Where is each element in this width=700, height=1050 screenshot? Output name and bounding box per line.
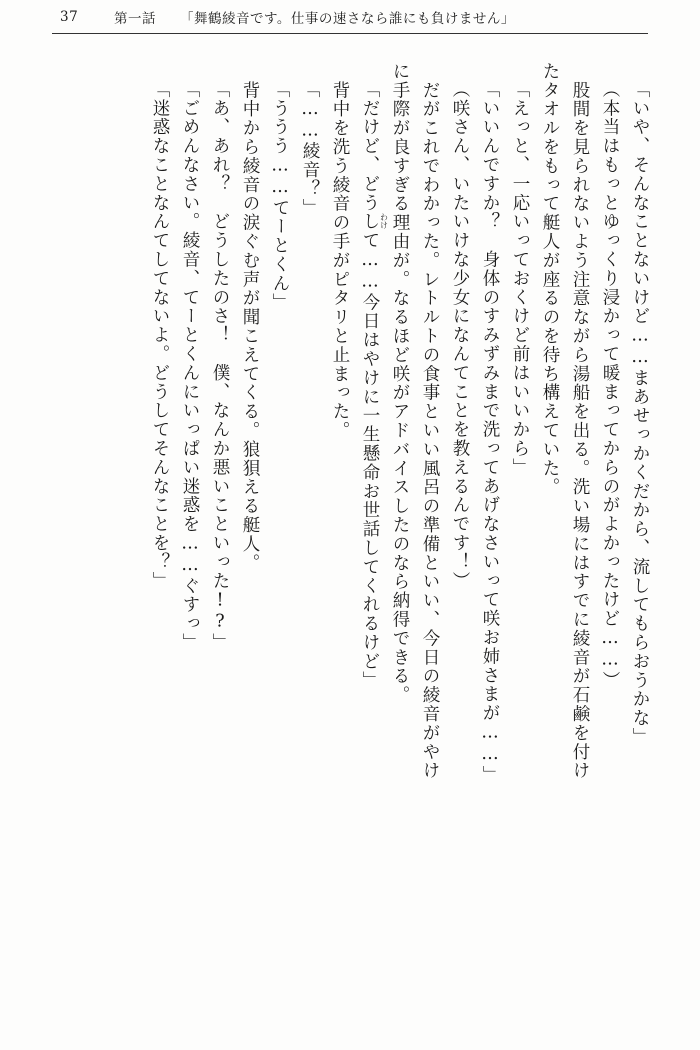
text-line: 「……綾音？」 <box>300 80 320 218</box>
page-header <box>0 0 700 34</box>
text-line: だがこれでわかった。レトルトの食事といい風呂の準備といい、今日の綾音がやけ <box>420 62 440 781</box>
text-line: 「だけど、どうして……今日はやけに一生懸命お世話してくれるけど」 <box>360 80 380 690</box>
text-line: 「ううう……てーとくん」 <box>270 80 290 312</box>
text-line: 「あ、あれ？ どうしたのさ！ 僕、なんか悪いこといった!?」 <box>210 80 230 652</box>
header-rule <box>52 33 648 34</box>
ruby-base: 理由 わけ <box>379 213 410 252</box>
running-head: 「舞鶴綾音です。仕事の速さなら誰にも負けません」 <box>180 11 515 27</box>
text-line: 背中を洗う綾音の手がピタリと止まった。 <box>330 62 350 440</box>
text-line: 背中から綾音の涙ぐむ声が聞こえてくる。狼狽える艇人。 <box>240 62 260 573</box>
ruby-reading: わけ <box>379 213 389 230</box>
chapter-label: 第一話 <box>114 11 156 27</box>
text-line: 「ごめんなさい。綾音、てーとくんにいっぱい迷惑を……ぐすっ」 <box>180 80 200 652</box>
text-line: 「えっと、一応いっておくけど前はいいから」 <box>510 80 530 477</box>
text-line: 「迷惑なことなんてしてないよ。どうしてそんなことを？」 <box>150 80 170 591</box>
text-line: 「いいんですか？ 身体のすみずみまで洗ってあげなさいって咲お姉さまが……」 <box>480 80 500 785</box>
text-line: （咲さん、いたいけな少女になんてことを教えるんです！） <box>450 80 470 591</box>
text-line: （本当はもっとゆっくり浸かって暖まってからのがよかったけど……） <box>600 80 620 690</box>
text-line: たタオルをもって艇人が座るのを待ち構えていた。 <box>540 62 560 497</box>
vertical-text-body <box>52 62 648 1012</box>
page-number: 37 <box>60 9 79 25</box>
text-line: 「いや、そんなことないけど……まあせっかくだから、流してもらおうかな」 <box>630 80 650 747</box>
text-line: に手際が良すぎる理由 わけ が。なるほど咲がアドバイスしたのなら納得できる。 <box>379 62 410 705</box>
text-line: 股間を見られないよう注意ながら湯船を出る。洗い場にはすでに綾音が石鹸を付け <box>570 62 590 781</box>
